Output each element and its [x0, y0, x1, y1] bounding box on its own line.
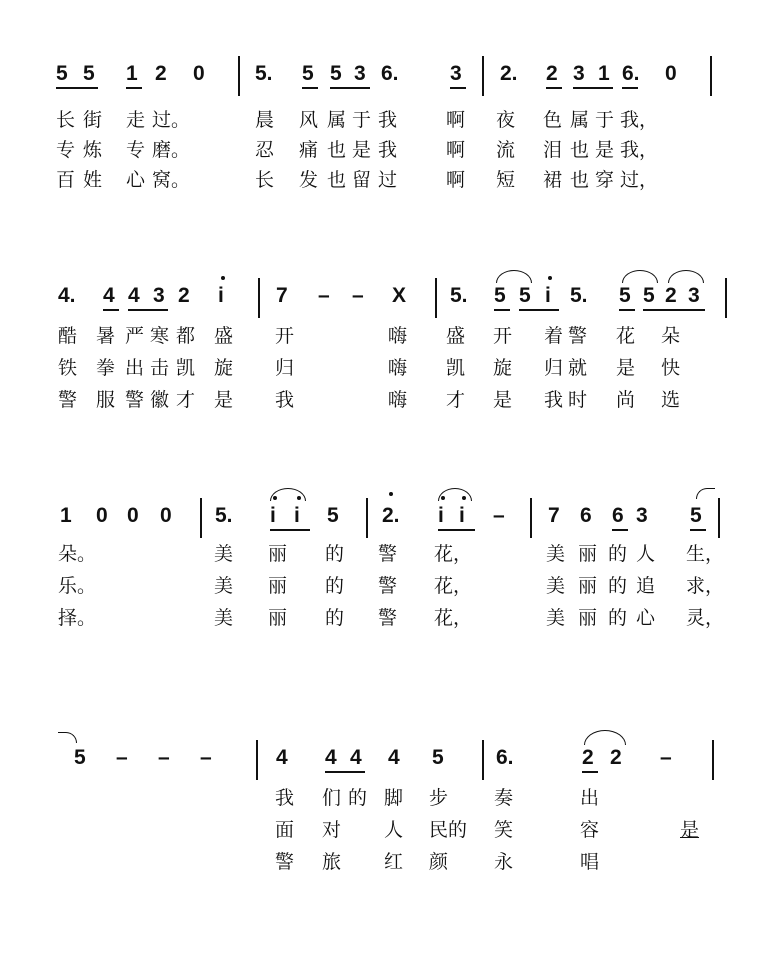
note: 4	[350, 746, 362, 769]
note: 4	[388, 746, 400, 769]
lyric-syllable: 的	[325, 607, 345, 629]
lyric-syllable: 的	[348, 787, 368, 809]
lyric-syllable: 过。	[152, 109, 191, 131]
lyric-syllable: 的	[325, 575, 345, 597]
note: 0	[96, 504, 108, 527]
note: 7	[548, 504, 560, 527]
lyric-syllable: 奏	[494, 787, 514, 809]
lyric-syllable: 选	[661, 389, 681, 411]
barline	[435, 278, 437, 318]
lyric-syllable: 丽	[268, 575, 288, 597]
lyric-syllable: 发	[299, 169, 319, 191]
lyric-syllable: 酷	[58, 325, 78, 347]
lyric-syllable: 专	[126, 139, 146, 161]
lyric-syllable: 人	[384, 819, 404, 841]
lyric-syllable: 生，	[686, 543, 725, 565]
lyric-syllable: 啊	[446, 109, 466, 131]
lyric-syllable: 永	[494, 851, 514, 873]
eighth-underline	[619, 309, 635, 311]
lyric-syllable: 暑	[96, 325, 116, 347]
notation-row	[0, 496, 780, 536]
note: 5	[690, 504, 702, 527]
lyric-syllable: 是	[214, 389, 234, 411]
eighth-underline	[573, 87, 613, 89]
lyric-syllable: 快	[661, 357, 681, 379]
tie-slur	[438, 488, 472, 501]
note: 4	[276, 746, 288, 769]
tie-slur	[668, 270, 704, 283]
lyric-syllable: 步	[429, 787, 449, 809]
lyric-syllable: 的	[608, 607, 628, 629]
notation-row	[0, 276, 780, 316]
tie-end-hook	[58, 732, 77, 743]
lyric-line-3	[0, 602, 780, 636]
note: 2	[665, 284, 677, 307]
note: 0	[193, 62, 205, 85]
lyric-syllable: 警	[568, 325, 588, 347]
lyric-syllable: 我	[378, 109, 398, 131]
lyric-line-1	[0, 104, 780, 138]
note: 6.	[622, 62, 640, 85]
barline	[725, 278, 727, 318]
eighth-underline	[622, 87, 638, 89]
note: 4.	[58, 284, 76, 307]
lyric-syllable: 嗨	[388, 325, 408, 347]
lyric-syllable: 风	[299, 109, 319, 131]
barline	[712, 740, 714, 780]
eighth-underline	[56, 87, 98, 89]
lyric-syllable: 面	[275, 819, 295, 841]
note: 5	[74, 746, 86, 769]
lyric-syllable: 心	[636, 607, 656, 629]
lyric-line-3	[0, 164, 780, 198]
lyric-syllable: 流	[496, 139, 516, 161]
lyric-syllable: 人	[636, 543, 656, 565]
lyric-syllable: 警	[275, 851, 295, 873]
note: X	[392, 284, 407, 307]
lyric-syllable: 过，	[620, 169, 659, 191]
lyric-syllable: 凯	[176, 357, 196, 379]
lyric-line-3	[0, 846, 780, 880]
lyric-syllable: 心	[126, 169, 146, 191]
lyric-syllable: 裙	[543, 169, 563, 191]
lyric-syllable: 时	[568, 389, 588, 411]
note: 1	[60, 504, 72, 527]
eighth-underline	[128, 309, 168, 311]
lyric-syllable: 尚	[616, 389, 636, 411]
note: –	[318, 284, 330, 307]
lyric-line-1	[0, 538, 780, 572]
lyric-syllable: 归	[275, 357, 295, 379]
high-octave-dot	[389, 492, 393, 496]
lyric-syllable: 街	[83, 109, 103, 131]
note: 5	[302, 62, 314, 85]
lyric-syllable: 盛	[446, 325, 466, 347]
lyric-syllable: 对	[322, 819, 342, 841]
lyric-line-3	[0, 384, 780, 418]
eighth-underline	[450, 87, 466, 89]
note: 5.	[570, 284, 588, 307]
lyric-syllable: 长	[255, 169, 275, 191]
lyric-syllable: 唱	[580, 851, 600, 873]
barline	[238, 56, 240, 96]
lyric-syllable: 花，	[434, 543, 473, 565]
note: 2	[582, 746, 594, 769]
lyric-syllable: 晨	[255, 109, 275, 131]
lyric-syllable: 拳	[96, 357, 116, 379]
eighth-underline	[438, 529, 475, 531]
tie-slur	[622, 270, 658, 283]
lyric-syllable: 花，	[434, 607, 473, 629]
note: 0	[127, 504, 139, 527]
lyric-syllable: 丽	[268, 543, 288, 565]
lyric-syllable: 求，	[686, 575, 725, 597]
lyric-syllable: 走	[126, 109, 146, 131]
lyric-syllable: 严	[125, 325, 145, 347]
lyric-syllable: 的	[325, 543, 345, 565]
lyric-syllable: 击	[150, 357, 170, 379]
note: 0	[160, 504, 172, 527]
lyric-syllable: 凯	[446, 357, 466, 379]
lyric-syllable: 铁	[58, 357, 78, 379]
notation-row	[0, 54, 780, 94]
note: i	[294, 504, 300, 527]
eighth-underline	[270, 529, 310, 531]
lyric-syllable: 啊	[446, 169, 466, 191]
lyric-syllable: 开	[493, 325, 513, 347]
eighth-underline	[582, 771, 598, 773]
note: –	[158, 746, 170, 769]
lyric-syllable: 也	[570, 169, 590, 191]
lyric-syllable: 色	[543, 109, 563, 131]
note: 2	[178, 284, 190, 307]
high-octave-dot	[221, 276, 225, 280]
lyric-syllable: 旋	[493, 357, 513, 379]
eighth-underline	[643, 309, 705, 311]
lyric-syllable: 民的	[429, 819, 468, 841]
note: 7	[276, 284, 288, 307]
eighth-underline	[330, 87, 370, 89]
lyric-syllable: 也	[327, 139, 347, 161]
lyric-syllable: 美	[214, 543, 234, 565]
lyric-syllable: 都	[176, 325, 196, 347]
lyric-syllable: 警	[378, 607, 398, 629]
lyric-syllable: 丽	[578, 575, 598, 597]
lyric-syllable: 才	[176, 389, 196, 411]
lyric-syllable: 留	[352, 169, 372, 191]
lyric-syllable: 丽	[578, 543, 598, 565]
lyric-syllable: 寒	[150, 325, 170, 347]
note: 5	[494, 284, 506, 307]
note: 5	[56, 62, 68, 85]
note: 3	[573, 62, 585, 85]
lyric-syllable: 于	[352, 109, 372, 131]
lyric-syllable: 夜	[496, 109, 516, 131]
lyric-syllable: 花，	[434, 575, 473, 597]
lyric-line-2	[0, 134, 780, 168]
barline	[710, 56, 712, 96]
note: 3	[688, 284, 700, 307]
eighth-underline	[546, 87, 562, 89]
lyric-syllable: 归	[544, 357, 564, 379]
lyric-syllable: 警	[378, 575, 398, 597]
lyric-syllable: 我	[275, 787, 295, 809]
lyric-syllable: 才	[446, 389, 466, 411]
lyric-line-2	[0, 352, 780, 386]
lyric-syllable: 丽	[268, 607, 288, 629]
note: 2	[610, 746, 622, 769]
lyric-syllable: 窝。	[152, 169, 191, 191]
lyric-syllable: 的	[608, 543, 628, 565]
note: 5	[432, 746, 444, 769]
lyric-syllable: 灵，	[686, 607, 725, 629]
lyric-syllable: 脚	[384, 787, 404, 809]
lyric-syllable: 花	[616, 325, 636, 347]
note: 4	[325, 746, 337, 769]
eighth-underline	[612, 529, 628, 531]
barline	[718, 498, 720, 538]
note: 0	[665, 62, 677, 85]
lyric-syllable: 专	[56, 139, 76, 161]
lyric-syllable: 也	[327, 169, 347, 191]
note: i	[270, 504, 276, 527]
lyric-syllable: 长	[56, 109, 76, 131]
lyric-syllable: 追	[636, 575, 656, 597]
note: 5	[643, 284, 655, 307]
lyric-syllable: 的	[608, 575, 628, 597]
lyric-syllable: 朵	[661, 325, 681, 347]
barline	[258, 278, 260, 318]
note: i	[438, 504, 444, 527]
lyric-syllable: 着	[544, 325, 564, 347]
lyric-syllable: 开	[275, 325, 295, 347]
lyric-syllable: 择。	[58, 607, 97, 629]
lyric-syllable: 出	[125, 357, 145, 379]
lyric-syllable: 旋	[214, 357, 234, 379]
note: –	[493, 504, 505, 527]
note: 5.	[255, 62, 273, 85]
lyric-syllable: 就	[568, 357, 588, 379]
lyric-syllable: 短	[496, 169, 516, 191]
lyric-syllable: 是	[680, 819, 700, 841]
note: 6.	[381, 62, 399, 85]
lyric-syllable: 磨。	[152, 139, 191, 161]
note: 2	[546, 62, 558, 85]
note: 3	[636, 504, 648, 527]
eighth-underline	[325, 771, 365, 773]
lyric-line-1	[0, 320, 780, 354]
notation-row	[0, 738, 780, 778]
lyric-syllable: 丽	[578, 607, 598, 629]
lyric-syllable: 于	[595, 109, 615, 131]
lyric-syllable: 是	[616, 357, 636, 379]
lyric-syllable: 穿	[595, 169, 615, 191]
lyric-syllable: 美	[546, 607, 566, 629]
lyric-syllable: 过	[378, 169, 398, 191]
note: i	[459, 504, 465, 527]
lyric-syllable: 美	[214, 607, 234, 629]
barline	[200, 498, 202, 538]
lyric-syllable: 红	[384, 851, 404, 873]
note: 5	[519, 284, 531, 307]
lyric-syllable: 泪	[543, 139, 563, 161]
lyric-syllable: 美	[214, 575, 234, 597]
note: 1	[126, 62, 138, 85]
eighth-underline	[494, 309, 510, 311]
lyric-syllable: 容	[580, 819, 600, 841]
note: –	[116, 746, 128, 769]
barline	[482, 740, 484, 780]
barline	[482, 56, 484, 96]
tie-slur	[496, 270, 532, 283]
lyric-syllable: 属	[327, 109, 347, 131]
lyric-syllable: 痛	[299, 139, 319, 161]
lyric-syllable: 属	[570, 109, 590, 131]
lyric-syllable: 朵。	[58, 543, 97, 565]
lyric-syllable: 服	[96, 389, 116, 411]
note: 2.	[500, 62, 518, 85]
lyric-syllable: 颜	[429, 851, 449, 873]
lyric-syllable: 姓	[83, 169, 103, 191]
tie-slur	[270, 488, 306, 501]
note: 4	[128, 284, 140, 307]
lyric-syllable: 警	[58, 389, 78, 411]
note: 6	[580, 504, 592, 527]
eighth-underline	[519, 309, 559, 311]
barline	[256, 740, 258, 780]
note: –	[660, 746, 672, 769]
note: i	[218, 284, 224, 307]
tie-start-hook	[696, 488, 715, 499]
note: 5	[330, 62, 342, 85]
lyric-syllable: 百	[56, 169, 76, 191]
lyric-syllable: 嗨	[388, 357, 408, 379]
lyric-syllable: 警	[125, 389, 145, 411]
note: i	[545, 284, 551, 307]
lyric-syllable: 旅	[322, 851, 342, 873]
lyric-syllable: 们	[322, 787, 342, 809]
lyric-syllable: 徽	[150, 389, 170, 411]
barline	[530, 498, 532, 538]
note: 5	[327, 504, 339, 527]
lyric-syllable: 盛	[214, 325, 234, 347]
note: 1	[598, 62, 610, 85]
note: 2.	[382, 504, 400, 527]
lyric-syllable: 啊	[446, 139, 466, 161]
lyric-syllable: 笑	[494, 819, 514, 841]
note: 5.	[215, 504, 233, 527]
lyric-syllable: 美	[546, 575, 566, 597]
note: 2	[155, 62, 167, 85]
lyric-syllable: 出	[580, 787, 600, 809]
note: 5	[619, 284, 631, 307]
barline	[366, 498, 368, 538]
lyric-syllable: 我	[544, 389, 564, 411]
note: 5	[83, 62, 95, 85]
eighth-underline	[126, 87, 142, 89]
note: 6	[612, 504, 624, 527]
lyric-syllable: 忍	[255, 139, 275, 161]
lyric-syllable: 是	[493, 389, 513, 411]
lyric-syllable: 美	[546, 543, 566, 565]
tie-slur	[584, 730, 626, 745]
lyric-syllable: 警	[378, 543, 398, 565]
note: –	[200, 746, 212, 769]
lyric-syllable: 乐。	[58, 575, 97, 597]
lyric-syllable: 我，	[620, 139, 659, 161]
lyric-syllable: 我	[378, 139, 398, 161]
note: 5.	[450, 284, 468, 307]
lyric-syllable: 是	[595, 139, 615, 161]
lyric-syllable: 我	[275, 389, 295, 411]
note: 3	[450, 62, 462, 85]
lyric-line-1	[0, 782, 780, 816]
lyric-line-2	[0, 570, 780, 604]
lyric-syllable: 炼	[83, 139, 103, 161]
note: 4	[103, 284, 115, 307]
note: 3	[354, 62, 366, 85]
eighth-underline	[302, 87, 318, 89]
note: –	[352, 284, 364, 307]
lyric-syllable: 也	[570, 139, 590, 161]
lyric-syllable: 嗨	[388, 389, 408, 411]
eighth-underline	[690, 529, 706, 531]
high-octave-dot	[548, 276, 552, 280]
eighth-underline	[103, 309, 119, 311]
lyric-line-2	[0, 814, 780, 848]
lyric-syllable: 我，	[620, 109, 659, 131]
lyric-syllable: 是	[352, 139, 372, 161]
note: 3	[153, 284, 165, 307]
note: 6.	[496, 746, 514, 769]
